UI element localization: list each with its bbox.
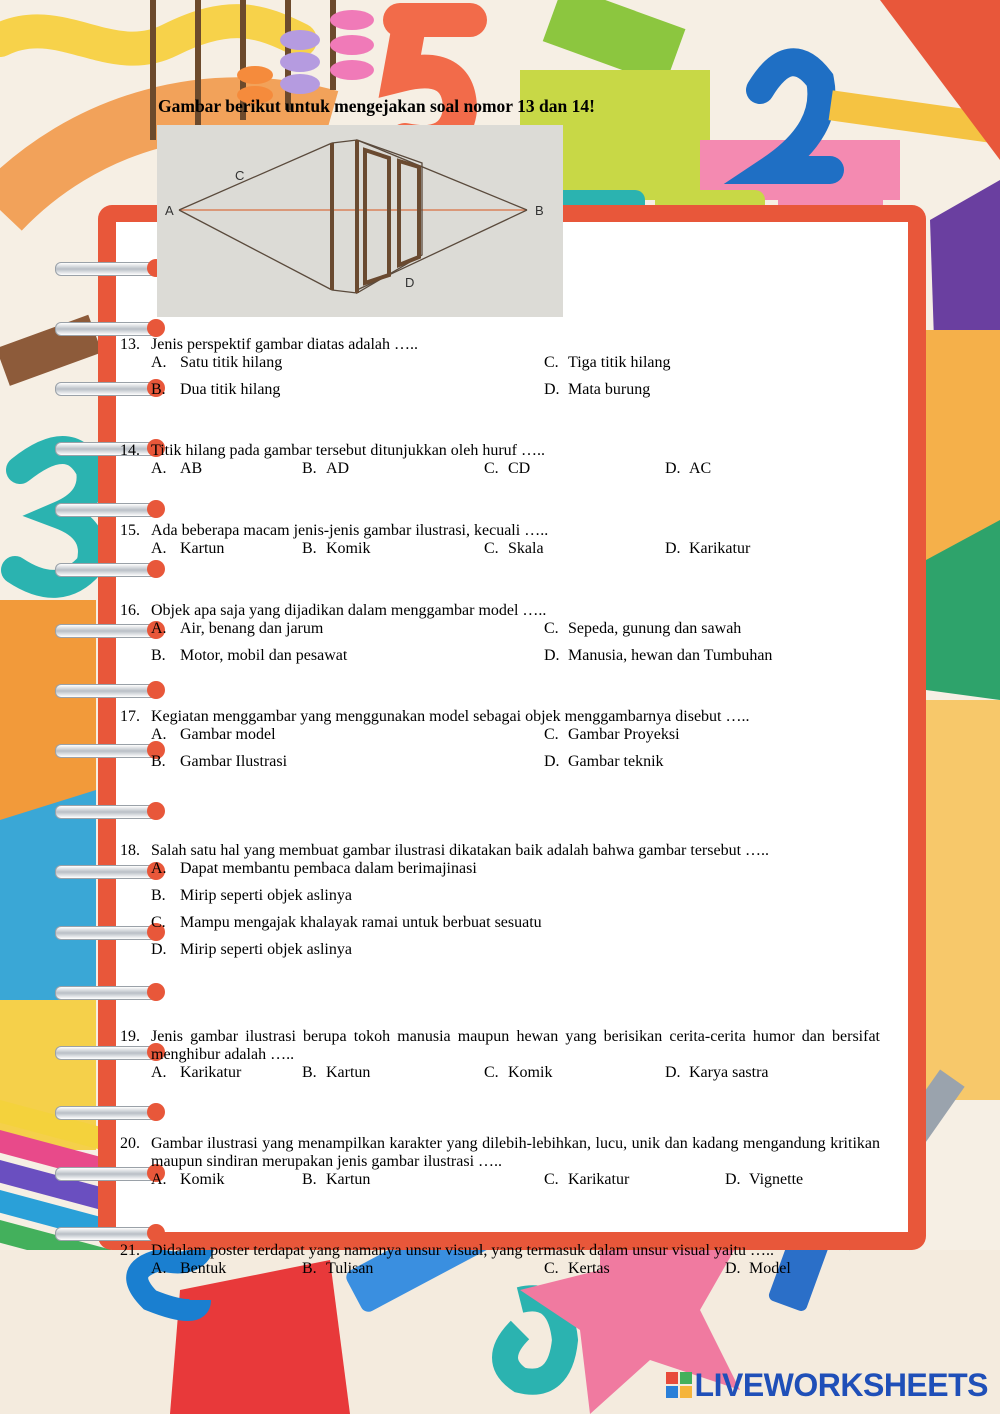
question-number: 17. — [120, 708, 140, 725]
option-c[interactable] — [544, 620, 741, 638]
option-d[interactable] — [725, 1171, 803, 1189]
option-letter: B. — [151, 887, 166, 904]
question-15 — [120, 522, 880, 567]
option-d[interactable] — [544, 753, 664, 771]
option-letter: C. — [544, 1260, 559, 1277]
option-letter: D. — [544, 753, 560, 770]
question-17 — [120, 708, 880, 780]
option-text: Mirip seperti objek aslinya — [180, 887, 352, 904]
option-text: Karikatur — [689, 540, 751, 557]
option-b[interactable] — [302, 1260, 373, 1278]
option-letter: D. — [151, 941, 167, 958]
option-text: Karya sastra — [689, 1064, 769, 1081]
option-text: Kertas — [568, 1260, 610, 1277]
perspective-figure — [157, 125, 563, 317]
option-d[interactable] — [151, 941, 352, 959]
option-letter: A. — [151, 354, 167, 371]
spiral-ring — [55, 1106, 165, 1118]
question-number: 21. — [120, 1242, 140, 1259]
question-16 — [120, 602, 880, 674]
option-text: Mirip seperti objek aslinya — [180, 941, 352, 958]
option-letter: C. — [544, 354, 559, 371]
option-text: Gambar teknik — [568, 753, 664, 770]
figure-label-a: A — [165, 203, 174, 218]
question-text: Didalam poster terdapat yang namanya unsur visual, yang termasuk dalam unsur visual yaitu ….. — [151, 1242, 774, 1259]
option-c[interactable] — [544, 354, 671, 372]
option-text: Tulisan — [326, 1260, 374, 1277]
option-letter: D. — [665, 460, 681, 477]
option-text: AD — [326, 460, 350, 477]
option-text: Mampu mengajak khalayak ramai untuk berbuat sesuatu — [180, 914, 542, 931]
option-c[interactable] — [484, 540, 544, 558]
spiral-ring — [55, 805, 165, 817]
option-text: Air, benang dan jarum — [180, 620, 324, 637]
option-text: Motor, mobil dan pesawat — [180, 647, 348, 664]
option-letter: C. — [544, 620, 559, 637]
option-letter: B. — [151, 381, 166, 398]
option-text: Komik — [180, 1171, 225, 1188]
option-d[interactable] — [725, 1260, 791, 1278]
spiral-ring — [55, 684, 165, 696]
option-d[interactable] — [544, 381, 650, 399]
spiral-ring — [55, 503, 165, 515]
option-text: Gambar Ilustrasi — [180, 753, 288, 770]
option-a[interactable] — [151, 1064, 241, 1082]
question-number: 20. — [120, 1135, 140, 1152]
option-a[interactable] — [151, 860, 477, 878]
option-text: Bentuk — [180, 1260, 227, 1277]
option-b[interactable] — [302, 460, 349, 478]
question-text: Gambar ilustrasi yang menampilkan karakter yang dilebih-lebihkan, lucu, unik dan kadang mengandung kritikan maupun sindiran merupakan jenis gambar ilustrasi ….. — [151, 1135, 880, 1170]
question-text: Salah satu hal yang membuat gambar ilustrasi dikatakan baik adalah bahwa gambar tersebut ….. — [151, 842, 770, 859]
option-d[interactable] — [665, 1064, 769, 1082]
question-19 — [120, 1028, 880, 1091]
option-text: Sepeda, gunung dan sawah — [568, 620, 742, 637]
option-a[interactable] — [151, 620, 323, 638]
question-number: 18. — [120, 842, 140, 859]
option-text: Satu titik hilang — [180, 354, 283, 371]
option-c[interactable] — [544, 1260, 610, 1278]
option-letter: C. — [484, 1064, 499, 1081]
question-number: 13. — [120, 336, 140, 353]
option-letter: A. — [151, 1171, 167, 1188]
option-letter: A. — [151, 1260, 167, 1277]
option-text: Gambar Proyeksi — [568, 726, 680, 743]
option-c[interactable] — [151, 914, 542, 932]
question-number: 19. — [120, 1028, 140, 1045]
option-c[interactable] — [544, 1171, 629, 1189]
spiral-ring — [55, 986, 165, 998]
figure-label-d: D — [405, 275, 415, 290]
spiral-ring — [55, 262, 165, 274]
option-letter: A. — [151, 620, 167, 637]
option-letter: C. — [544, 726, 559, 743]
option-a[interactable] — [151, 1171, 224, 1189]
option-b[interactable] — [302, 1171, 370, 1189]
option-text: Komik — [508, 1064, 553, 1081]
option-b[interactable] — [151, 753, 287, 771]
question-number: 15. — [120, 522, 140, 539]
option-letter: D. — [544, 647, 560, 664]
option-text: CD — [508, 460, 531, 477]
option-letter: C. — [544, 1171, 559, 1188]
option-text: Komik — [326, 540, 371, 557]
option-letter: A. — [151, 860, 167, 877]
option-letter: A. — [151, 540, 167, 557]
option-letter: D. — [725, 1171, 741, 1188]
figure-label-b: B — [535, 203, 544, 218]
option-letter: B. — [302, 460, 317, 477]
question-18 — [120, 842, 880, 968]
option-letter: C. — [151, 914, 166, 931]
option-letter: A. — [151, 1064, 167, 1081]
worksheet-heading: Gambar berikut untuk mengejakan soal nomor 13 dan 14! — [158, 96, 595, 116]
option-a[interactable] — [151, 354, 282, 372]
option-d[interactable] — [544, 647, 772, 665]
option-letter: B. — [302, 1171, 317, 1188]
question-text: Kegiatan menggambar yang menggunakan model sebagai objek menggambarnya disebut ….. — [151, 708, 750, 725]
spiral-ring — [55, 322, 165, 334]
option-b[interactable] — [151, 887, 352, 905]
option-letter: B. — [151, 753, 166, 770]
option-letter: C. — [484, 460, 499, 477]
option-text: Kartun — [326, 1171, 371, 1188]
option-a[interactable] — [151, 1260, 226, 1278]
option-a[interactable] — [151, 540, 224, 558]
option-text: Tiga titik hilang — [568, 354, 671, 371]
option-text: Kartun — [180, 540, 225, 557]
question-text: Ada beberapa macam jenis-jenis gambar ilustrasi, kecuali ….. — [151, 522, 549, 539]
question-20 — [120, 1135, 880, 1198]
option-text: AB — [180, 460, 203, 477]
option-text: Dua titik hilang — [180, 381, 281, 398]
question-14 — [120, 442, 880, 487]
option-letter: C. — [484, 540, 499, 557]
option-a[interactable] — [151, 726, 276, 744]
option-letter: D. — [725, 1260, 741, 1277]
option-letter: B. — [302, 1260, 317, 1277]
option-letter: D. — [665, 540, 681, 557]
option-c[interactable] — [484, 1064, 552, 1082]
option-text: Mata burung — [568, 381, 651, 398]
liveworksheets-logo[interactable] — [666, 1367, 988, 1404]
logo-text: LIVEWORKSHEETS — [694, 1367, 988, 1403]
question-text: Objek apa saja yang dijadikan dalam menggambar model ….. — [151, 602, 547, 619]
figure-label-c: C — [235, 168, 245, 183]
liveworksheets-badge-icon — [666, 1372, 692, 1398]
option-c[interactable] — [484, 460, 530, 478]
option-b[interactable] — [151, 647, 347, 665]
question-text: Titik hilang pada gambar tersebut ditunjukkan oleh huruf ….. — [151, 442, 546, 459]
option-text: Kartun — [326, 1064, 371, 1081]
question-13 — [120, 336, 880, 408]
option-c[interactable] — [544, 726, 680, 744]
option-b[interactable] — [151, 381, 280, 399]
option-letter: B. — [302, 540, 317, 557]
question-text: Jenis perspektif gambar diatas adalah ….. — [151, 336, 419, 353]
option-text: AC — [689, 460, 712, 477]
option-text: Dapat membantu pembaca dalam berimajinasi — [180, 860, 477, 877]
option-text: Manusia, hewan dan Tumbuhan — [568, 647, 773, 664]
question-21 — [120, 1242, 880, 1287]
option-letter: D. — [544, 381, 560, 398]
option-text: Skala — [508, 540, 544, 557]
option-letter: B. — [151, 647, 166, 664]
question-number: 16. — [120, 602, 140, 619]
option-letter: D. — [665, 1064, 681, 1081]
option-a[interactable] — [151, 460, 202, 478]
option-text: Gambar model — [180, 726, 276, 743]
perspective-drawing — [157, 125, 563, 317]
option-letter: A. — [151, 726, 167, 743]
option-d[interactable] — [665, 460, 711, 478]
question-text: Jenis gambar ilustrasi berupa tokoh manusia maupun hewan yang berisikan cerita-cerita humor dan bersifat menghibur adalah ….. — [151, 1028, 880, 1063]
option-letter: B. — [302, 1064, 317, 1081]
option-text: Karikatur — [568, 1171, 630, 1188]
option-text: Karikatur — [180, 1064, 242, 1081]
option-text: Vignette — [749, 1171, 804, 1188]
question-number: 14. — [120, 442, 140, 459]
option-text: Model — [749, 1260, 791, 1277]
option-d[interactable] — [665, 540, 750, 558]
spiral-ring — [55, 1227, 165, 1239]
option-letter: A. — [151, 460, 167, 477]
option-b[interactable] — [302, 540, 370, 558]
option-b[interactable] — [302, 1064, 370, 1082]
